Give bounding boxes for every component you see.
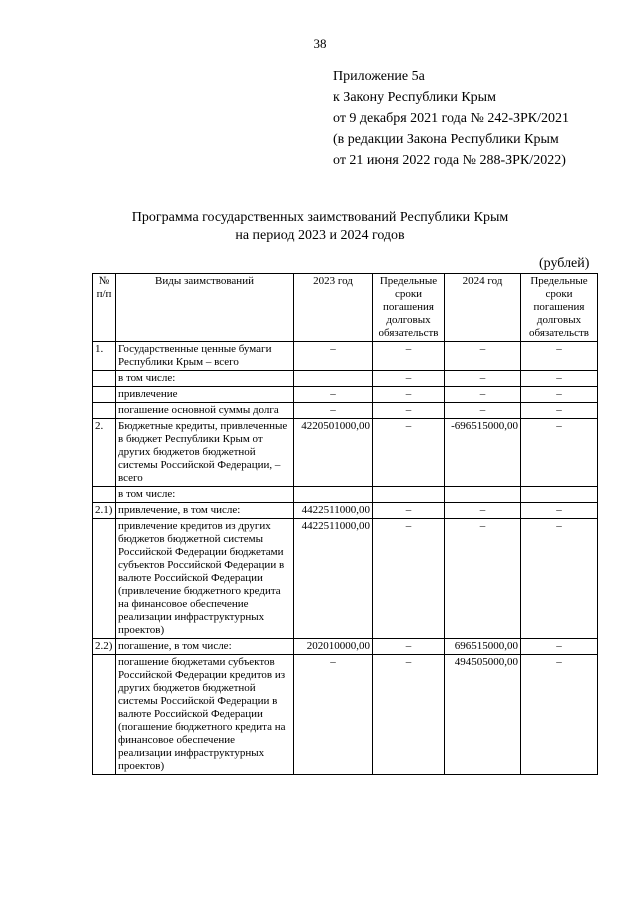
cell-2024: – (445, 342, 521, 371)
header-terms-2024: Предельные сроки погашения долговых обязательств (521, 274, 598, 342)
document-title: Программа государственных заимствований Республики Крым (131, 210, 509, 225)
cell-terms-2023: – (373, 503, 445, 519)
cell-2023: 4422511000,00 (294, 519, 373, 639)
header-kind: Виды заимствований (116, 274, 294, 342)
cell-terms-2024: – (521, 419, 598, 487)
cell-terms-2023: – (373, 342, 445, 371)
cell-terms-2024: – (521, 519, 598, 639)
row-name: привлечение (116, 387, 294, 403)
table-row (93, 655, 598, 775)
cell-terms-2024: – (521, 503, 598, 519)
cell-2023 (294, 371, 373, 387)
cell-2023: – (294, 387, 373, 403)
cell-terms-2023: – (373, 419, 445, 487)
header-2024: 2024 год (445, 274, 521, 342)
cell-2024: – (445, 387, 521, 403)
appendix-line: от 9 декабря 2021 года № 242-ЗРК/2021 (333, 111, 570, 126)
row-name: погашение основной суммы долга (116, 403, 294, 419)
cell-terms-2024: – (521, 387, 598, 403)
cell-2023: – (294, 403, 373, 419)
table-row (93, 387, 598, 403)
cell-terms-2024: – (521, 639, 598, 655)
document-subtitle: на период 2023 и 2024 годов (235, 228, 405, 243)
row-num: 2.1) (93, 503, 116, 519)
table-row (93, 403, 598, 419)
cell-terms-2023: – (373, 387, 445, 403)
row-num (93, 403, 116, 419)
row-num: 2.2) (93, 639, 116, 655)
cell-2023: 4220501000,00 (294, 419, 373, 487)
cell-terms-2023: – (373, 519, 445, 639)
cell-terms-2023 (373, 487, 445, 503)
cell-2024: 696515000,00 (445, 639, 521, 655)
cell-2024: 494505000,00 (445, 655, 521, 775)
cell-terms-2024: – (521, 655, 598, 775)
header-2023: 2023 год (294, 274, 373, 342)
row-num (93, 519, 116, 639)
cell-terms-2023: – (373, 371, 445, 387)
cell-2023 (294, 487, 373, 503)
table-row (93, 639, 598, 655)
cell-terms-2024: – (521, 371, 598, 387)
cell-terms-2023: – (373, 655, 445, 775)
row-name: погашение бюджетами субъектов Российской Федерации кредитов из других бюджетов бюджетной системы Российской Федерации в валюте Российской Федерации (погашение бюджетного кредита на финансовое обеспечение реализации инфраструктурных проектов) (116, 655, 294, 775)
cell-terms-2024 (521, 487, 598, 503)
appendix-line: к Закону Республики Крым (333, 90, 496, 105)
cell-2024: – (445, 519, 521, 639)
row-num (93, 655, 116, 775)
cell-2024 (445, 487, 521, 503)
cell-2023: 4422511000,00 (294, 503, 373, 519)
table-row (93, 342, 598, 371)
borrowing-program-table (92, 273, 598, 775)
table-row (93, 519, 598, 639)
page-number: 38 (313, 36, 327, 51)
table-header-row (93, 274, 598, 342)
row-name: Государственные ценные бумаги Республики Крым – всего (116, 342, 294, 371)
table-row (93, 487, 598, 503)
row-num: 1. (93, 342, 116, 371)
row-name: привлечение, в том числе: (116, 503, 294, 519)
cell-terms-2023: – (373, 639, 445, 655)
cell-2024: -696515000,00 (445, 419, 521, 487)
row-name: в том числе: (116, 371, 294, 387)
cell-2024: – (445, 371, 521, 387)
header-num: № п/п (93, 274, 116, 342)
cell-terms-2023: – (373, 403, 445, 419)
header-terms-2023: Предельные сроки погашения долговых обязательств (373, 274, 445, 342)
row-num (93, 487, 116, 503)
cell-2024: – (445, 503, 521, 519)
cell-2023: 202010000,00 (294, 639, 373, 655)
cell-2023: – (294, 655, 373, 775)
cell-2024: – (445, 403, 521, 419)
cell-terms-2024: – (521, 342, 598, 371)
cell-terms-2024: – (521, 403, 598, 419)
unit-label: (рублей) (539, 256, 590, 271)
row-num: 2. (93, 419, 116, 487)
cell-2023: – (294, 342, 373, 371)
appendix-line: от 21 июня 2022 года № 288-ЗРК/2022) (333, 153, 566, 168)
row-name: в том числе: (116, 487, 294, 503)
row-name: привлечение кредитов из других бюджетов бюджетной системы Российской Федерации бюджетами субъектов Российской Федерации в валюте Российской Федерации (привлечение бюджетного кредита на финансовое обеспечение реализации инфраструктурных проектов) (116, 519, 294, 639)
row-num (93, 371, 116, 387)
appendix-line: (в редакции Закона Республики Крым (333, 132, 559, 147)
table-row (93, 419, 598, 487)
row-name: погашение, в том числе: (116, 639, 294, 655)
table-row (93, 503, 598, 519)
row-name: Бюджетные кредиты, привлеченные в бюджет Республики Крым от других бюджетов бюджетной системы Российской Федерации, – всего (116, 419, 294, 487)
row-num (93, 387, 116, 403)
appendix-block (333, 66, 569, 171)
appendix-line: Приложение 5а (333, 69, 425, 84)
table-row (93, 371, 598, 387)
